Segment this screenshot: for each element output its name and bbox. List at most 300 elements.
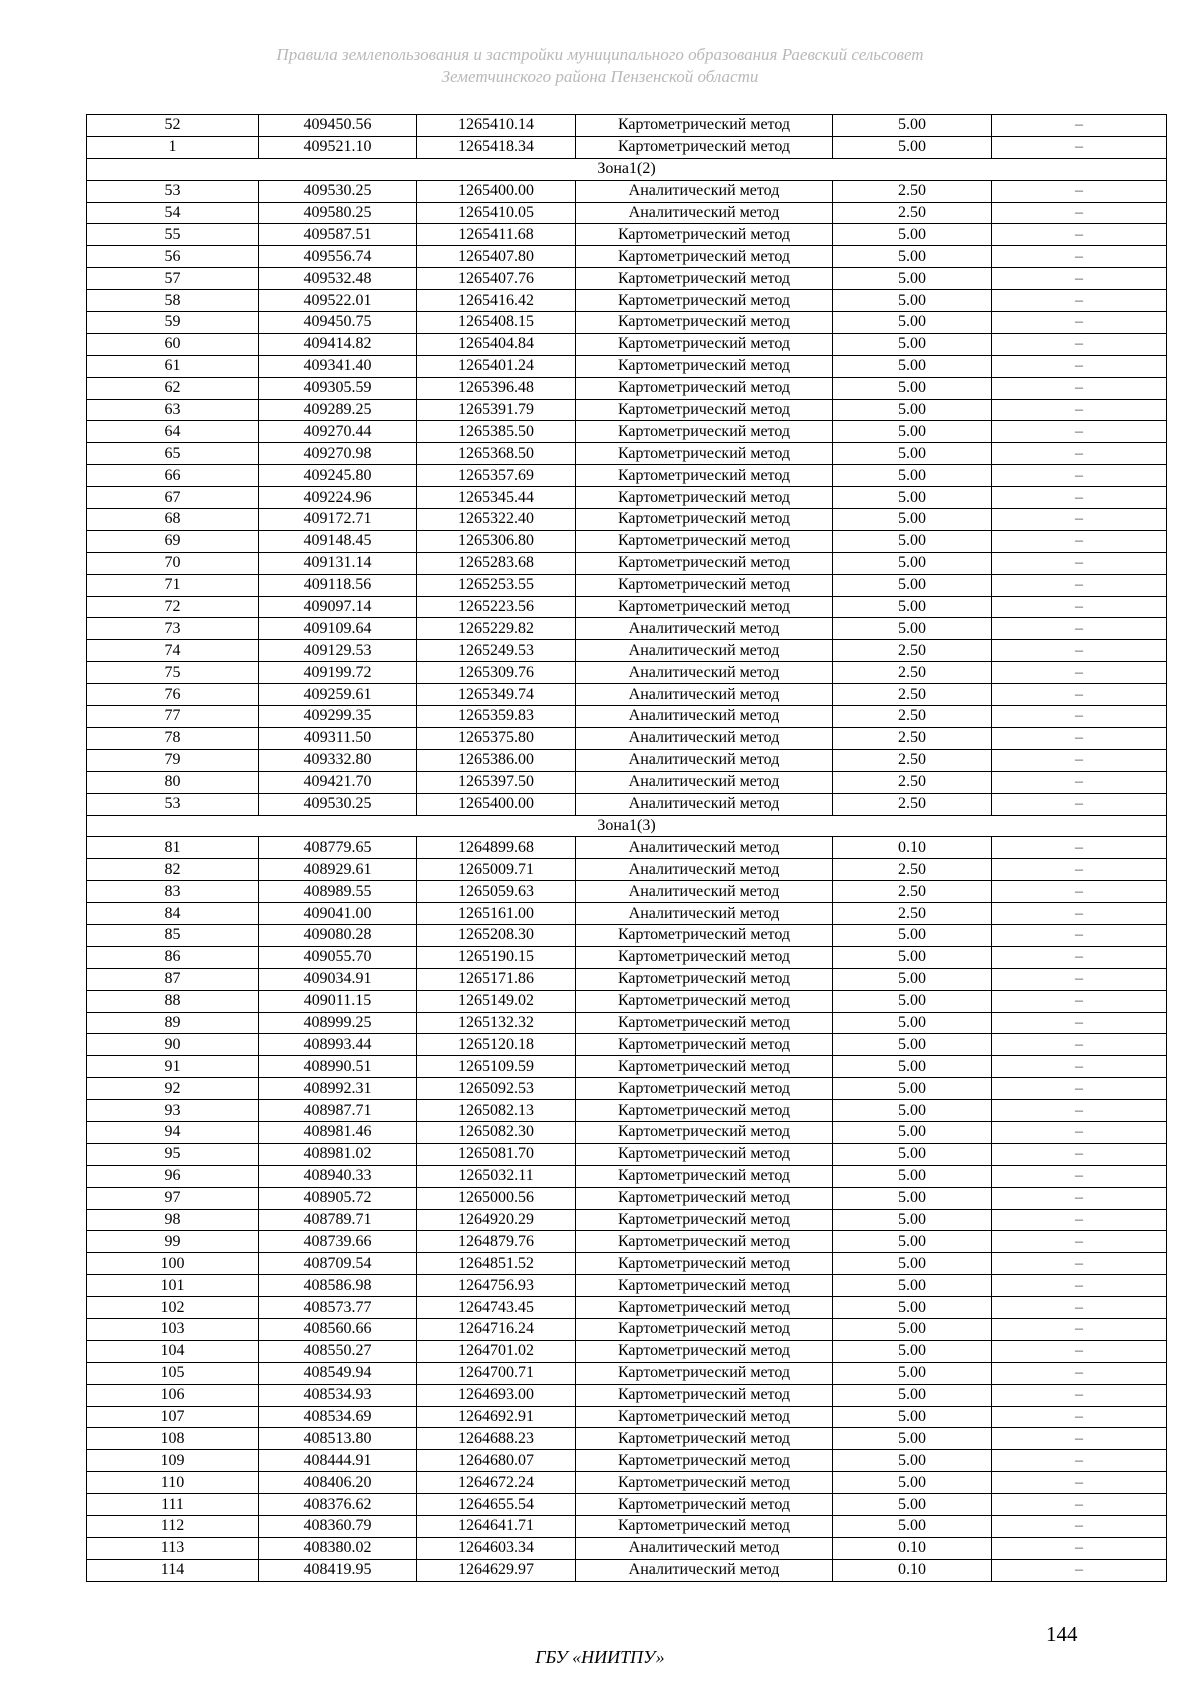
note-cell: – <box>992 1056 1167 1078</box>
method-cell: Картометрический метод <box>576 1078 833 1100</box>
table-row <box>87 749 1167 771</box>
table-row <box>87 290 1167 312</box>
method-cell: Картометрический метод <box>576 1056 833 1078</box>
y-coordinate-cell: 1264641.71 <box>417 1516 576 1538</box>
x-coordinate-cell: 408560.66 <box>259 1318 417 1340</box>
point-number-cell: 57 <box>87 268 259 290</box>
method-cell: Картометрический метод <box>576 465 833 487</box>
y-coordinate-cell: 1265397.50 <box>417 771 576 793</box>
y-coordinate-cell: 1265322.40 <box>417 509 576 531</box>
table-row <box>87 1275 1167 1297</box>
x-coordinate-cell: 409199.72 <box>259 662 417 684</box>
accuracy-cell: 2.50 <box>833 180 992 202</box>
note-cell: – <box>992 968 1167 990</box>
note-cell: – <box>992 640 1167 662</box>
accuracy-cell: 5.00 <box>833 1078 992 1100</box>
method-cell: Картометрический метод <box>576 333 833 355</box>
method-cell: Картометрический метод <box>576 1516 833 1538</box>
table-row <box>87 837 1167 859</box>
table-row <box>87 1559 1167 1581</box>
note-cell: – <box>992 946 1167 968</box>
note-cell: – <box>992 1209 1167 1231</box>
accuracy-cell: 5.00 <box>833 246 992 268</box>
y-coordinate-cell: 1264692.91 <box>417 1406 576 1428</box>
table-row <box>87 1340 1167 1362</box>
point-number-cell: 91 <box>87 1056 259 1078</box>
note-cell: – <box>992 530 1167 552</box>
table-row <box>87 377 1167 399</box>
note-cell: – <box>992 377 1167 399</box>
accuracy-cell: 5.00 <box>833 1165 992 1187</box>
accuracy-cell: 2.50 <box>833 771 992 793</box>
note-cell: – <box>992 706 1167 728</box>
table-row <box>87 1428 1167 1450</box>
x-coordinate-cell: 408989.55 <box>259 881 417 903</box>
method-cell: Картометрический метод <box>576 509 833 531</box>
point-number-cell: 73 <box>87 618 259 640</box>
page-number: 144 <box>1046 1622 1078 1646</box>
method-cell: Картометрический метод <box>576 290 833 312</box>
y-coordinate-cell: 1265375.80 <box>417 727 576 749</box>
accuracy-cell: 5.00 <box>833 1012 992 1034</box>
accuracy-cell: 2.50 <box>833 640 992 662</box>
note-cell: – <box>992 684 1167 706</box>
table-row <box>87 246 1167 268</box>
table-row <box>87 180 1167 202</box>
method-cell: Картометрический метод <box>576 1450 833 1472</box>
note-cell: – <box>992 1384 1167 1406</box>
y-coordinate-cell: 1265032.11 <box>417 1165 576 1187</box>
y-coordinate-cell: 1265249.53 <box>417 640 576 662</box>
accuracy-cell: 5.00 <box>833 1121 992 1143</box>
note-cell: – <box>992 465 1167 487</box>
note-cell: – <box>992 1559 1167 1581</box>
accuracy-cell: 2.50 <box>833 727 992 749</box>
y-coordinate-cell: 1264701.02 <box>417 1340 576 1362</box>
accuracy-cell: 5.00 <box>833 552 992 574</box>
method-cell: Картометрический метод <box>576 1362 833 1384</box>
method-cell: Аналитический метод <box>576 749 833 771</box>
note-cell: – <box>992 1187 1167 1209</box>
table-row <box>87 1494 1167 1516</box>
y-coordinate-cell: 1265400.00 <box>417 180 576 202</box>
note-cell: – <box>992 990 1167 1012</box>
accuracy-cell: 5.00 <box>833 946 992 968</box>
table-row <box>87 1187 1167 1209</box>
table-row <box>87 903 1167 925</box>
table-row <box>87 1100 1167 1122</box>
accuracy-cell: 5.00 <box>833 1384 992 1406</box>
method-cell: Аналитический метод <box>576 881 833 903</box>
x-coordinate-cell: 408534.69 <box>259 1406 417 1428</box>
x-coordinate-cell: 408573.77 <box>259 1297 417 1319</box>
y-coordinate-cell: 1265396.48 <box>417 377 576 399</box>
y-coordinate-cell: 1265161.00 <box>417 903 576 925</box>
point-number-cell: 112 <box>87 1516 259 1538</box>
note-cell: – <box>992 1428 1167 1450</box>
x-coordinate-cell: 408993.44 <box>259 1034 417 1056</box>
method-cell: Картометрический метод <box>576 1143 833 1165</box>
y-coordinate-cell: 1265306.80 <box>417 530 576 552</box>
x-coordinate-cell: 409131.14 <box>259 552 417 574</box>
method-cell: Аналитический метод <box>576 793 833 815</box>
accuracy-cell: 5.00 <box>833 1494 992 1516</box>
accuracy-cell: 5.00 <box>833 509 992 531</box>
method-cell: Картометрический метод <box>576 115 833 137</box>
method-cell: Картометрический метод <box>576 377 833 399</box>
table-row <box>87 1450 1167 1472</box>
note-cell: – <box>992 421 1167 443</box>
accuracy-cell: 2.50 <box>833 881 992 903</box>
note-cell: – <box>992 1253 1167 1275</box>
method-cell: Картометрический метод <box>576 1187 833 1209</box>
method-cell: Аналитический метод <box>576 662 833 684</box>
x-coordinate-cell: 409080.28 <box>259 924 417 946</box>
accuracy-cell: 5.00 <box>833 1253 992 1275</box>
point-number-cell: 75 <box>87 662 259 684</box>
y-coordinate-cell: 1264655.54 <box>417 1494 576 1516</box>
y-coordinate-cell: 1265229.82 <box>417 618 576 640</box>
x-coordinate-cell: 408419.95 <box>259 1559 417 1581</box>
method-cell: Аналитический метод <box>576 771 833 793</box>
y-coordinate-cell: 1265416.42 <box>417 290 576 312</box>
y-coordinate-cell: 1264920.29 <box>417 1209 576 1231</box>
note-cell: – <box>992 749 1167 771</box>
note-cell: – <box>992 443 1167 465</box>
method-cell: Картометрический метод <box>576 1297 833 1319</box>
point-number-cell: 74 <box>87 640 259 662</box>
point-number-cell: 66 <box>87 465 259 487</box>
table-row <box>87 859 1167 881</box>
accuracy-cell: 5.00 <box>833 1275 992 1297</box>
point-number-cell: 89 <box>87 1012 259 1034</box>
x-coordinate-cell: 408990.51 <box>259 1056 417 1078</box>
method-cell: Аналитический метод <box>576 706 833 728</box>
accuracy-cell: 5.00 <box>833 377 992 399</box>
accuracy-cell: 2.50 <box>833 684 992 706</box>
y-coordinate-cell: 1265386.00 <box>417 749 576 771</box>
method-cell: Картометрический метод <box>576 596 833 618</box>
x-coordinate-cell: 409414.82 <box>259 333 417 355</box>
point-number-cell: 86 <box>87 946 259 968</box>
y-coordinate-cell: 1265368.50 <box>417 443 576 465</box>
accuracy-cell: 5.00 <box>833 1516 992 1538</box>
x-coordinate-cell: 409129.53 <box>259 640 417 662</box>
point-number-cell: 68 <box>87 509 259 531</box>
point-number-cell: 102 <box>87 1297 259 1319</box>
x-coordinate-cell: 408376.62 <box>259 1494 417 1516</box>
table-row <box>87 115 1167 137</box>
note-cell: – <box>992 224 1167 246</box>
note-cell: – <box>992 1450 1167 1472</box>
table-row <box>87 640 1167 662</box>
note-cell: – <box>992 859 1167 881</box>
method-cell: Аналитический метод <box>576 180 833 202</box>
method-cell: Картометрический метод <box>576 1100 833 1122</box>
table-row <box>87 509 1167 531</box>
note-cell: – <box>992 1340 1167 1362</box>
table-row <box>87 312 1167 334</box>
point-number-cell: 81 <box>87 837 259 859</box>
y-coordinate-cell: 1265404.84 <box>417 333 576 355</box>
method-cell: Картометрический метод <box>576 1406 833 1428</box>
accuracy-cell: 5.00 <box>833 487 992 509</box>
point-number-cell: 58 <box>87 290 259 312</box>
y-coordinate-cell: 1265410.05 <box>417 202 576 224</box>
accuracy-cell: 5.00 <box>833 1362 992 1384</box>
table-row <box>87 355 1167 377</box>
accuracy-cell: 0.10 <box>833 1537 992 1559</box>
y-coordinate-cell: 1265081.70 <box>417 1143 576 1165</box>
y-coordinate-cell: 1265309.76 <box>417 662 576 684</box>
note-cell: – <box>992 487 1167 509</box>
method-cell: Картометрический метод <box>576 224 833 246</box>
table-row <box>87 465 1167 487</box>
method-cell: Картометрический метод <box>576 574 833 596</box>
accuracy-cell: 5.00 <box>833 924 992 946</box>
table-row <box>87 1406 1167 1428</box>
table-row <box>87 530 1167 552</box>
note-cell: – <box>992 333 1167 355</box>
point-number-cell: 69 <box>87 530 259 552</box>
x-coordinate-cell: 408534.93 <box>259 1384 417 1406</box>
point-number-cell: 78 <box>87 727 259 749</box>
header-line-2: Земетчинского района Пензенской области <box>441 67 759 86</box>
x-coordinate-cell: 409450.56 <box>259 115 417 137</box>
x-coordinate-cell: 408709.54 <box>259 1253 417 1275</box>
accuracy-cell: 5.00 <box>833 312 992 334</box>
table-row <box>87 662 1167 684</box>
accuracy-cell: 2.50 <box>833 706 992 728</box>
accuracy-cell: 5.00 <box>833 990 992 1012</box>
y-coordinate-cell: 1265357.69 <box>417 465 576 487</box>
y-coordinate-cell: 1265408.15 <box>417 312 576 334</box>
x-coordinate-cell: 409530.25 <box>259 793 417 815</box>
method-cell: Картометрический метод <box>576 552 833 574</box>
note-cell: – <box>992 1297 1167 1319</box>
accuracy-cell: 5.00 <box>833 1406 992 1428</box>
x-coordinate-cell: 408550.27 <box>259 1340 417 1362</box>
x-coordinate-cell: 408981.46 <box>259 1121 417 1143</box>
table-row <box>87 1318 1167 1340</box>
y-coordinate-cell: 1265223.56 <box>417 596 576 618</box>
note-cell: – <box>992 727 1167 749</box>
note-cell: – <box>992 1231 1167 1253</box>
table-row <box>87 136 1167 158</box>
y-coordinate-cell: 1265082.30 <box>417 1121 576 1143</box>
accuracy-cell: 5.00 <box>833 1428 992 1450</box>
method-cell: Аналитический метод <box>576 727 833 749</box>
accuracy-cell: 5.00 <box>833 399 992 421</box>
point-number-cell: 82 <box>87 859 259 881</box>
note-cell: – <box>992 1165 1167 1187</box>
x-coordinate-cell: 408549.94 <box>259 1362 417 1384</box>
point-number-cell: 59 <box>87 312 259 334</box>
y-coordinate-cell: 1264851.52 <box>417 1253 576 1275</box>
table-row <box>87 596 1167 618</box>
point-number-cell: 70 <box>87 552 259 574</box>
point-number-cell: 84 <box>87 903 259 925</box>
x-coordinate-cell: 409011.15 <box>259 990 417 1012</box>
method-cell: Картометрический метод <box>576 1384 833 1406</box>
header-line-1: Правила землепользования и застройки муниципального образования Раевский сельсовет <box>276 45 924 64</box>
y-coordinate-cell: 1265410.14 <box>417 115 576 137</box>
table-row <box>87 552 1167 574</box>
x-coordinate-cell: 408940.33 <box>259 1165 417 1187</box>
method-cell: Картометрический метод <box>576 990 833 1012</box>
x-coordinate-cell: 408380.02 <box>259 1537 417 1559</box>
method-cell: Картометрический метод <box>576 946 833 968</box>
x-coordinate-cell: 408739.66 <box>259 1231 417 1253</box>
method-cell: Аналитический метод <box>576 1559 833 1581</box>
note-cell: – <box>992 115 1167 137</box>
note-cell: – <box>992 618 1167 640</box>
note-cell: – <box>992 509 1167 531</box>
y-coordinate-cell: 1265132.32 <box>417 1012 576 1034</box>
point-number-cell: 98 <box>87 1209 259 1231</box>
y-coordinate-cell: 1265009.71 <box>417 859 576 881</box>
y-coordinate-cell: 1265349.74 <box>417 684 576 706</box>
x-coordinate-cell: 409521.10 <box>259 136 417 158</box>
x-coordinate-cell: 409421.70 <box>259 771 417 793</box>
note-cell: – <box>992 1121 1167 1143</box>
accuracy-cell: 5.00 <box>833 1187 992 1209</box>
point-number-cell: 108 <box>87 1428 259 1450</box>
note-cell: – <box>992 771 1167 793</box>
point-number-cell: 56 <box>87 246 259 268</box>
y-coordinate-cell: 1264700.71 <box>417 1362 576 1384</box>
note-cell: – <box>992 136 1167 158</box>
accuracy-cell: 2.50 <box>833 859 992 881</box>
method-cell: Картометрический метод <box>576 246 833 268</box>
table-row <box>87 1362 1167 1384</box>
accuracy-cell: 0.10 <box>833 837 992 859</box>
method-cell: Картометрический метод <box>576 1494 833 1516</box>
x-coordinate-cell: 409245.80 <box>259 465 417 487</box>
table-row <box>87 1253 1167 1275</box>
x-coordinate-cell: 409055.70 <box>259 946 417 968</box>
x-coordinate-cell: 408987.71 <box>259 1100 417 1122</box>
note-cell: – <box>992 793 1167 815</box>
table-row <box>87 727 1167 749</box>
point-number-cell: 88 <box>87 990 259 1012</box>
y-coordinate-cell: 1265059.63 <box>417 881 576 903</box>
note-cell: – <box>992 1143 1167 1165</box>
note-cell: – <box>992 1034 1167 1056</box>
point-number-cell: 62 <box>87 377 259 399</box>
point-number-cell: 52 <box>87 115 259 137</box>
accuracy-cell: 5.00 <box>833 465 992 487</box>
table-row <box>87 881 1167 903</box>
table-row <box>87 1078 1167 1100</box>
note-cell: – <box>992 355 1167 377</box>
note-cell: – <box>992 837 1167 859</box>
method-cell: Аналитический метод <box>576 202 833 224</box>
point-number-cell: 90 <box>87 1034 259 1056</box>
accuracy-cell: 5.00 <box>833 1340 992 1362</box>
method-cell: Аналитический метод <box>576 640 833 662</box>
y-coordinate-cell: 1265120.18 <box>417 1034 576 1056</box>
accuracy-cell: 2.50 <box>833 749 992 771</box>
footer-organization: ГБУ «НИИТПУ» <box>535 1647 665 1667</box>
method-cell: Аналитический метод <box>576 837 833 859</box>
y-coordinate-cell: 1264716.24 <box>417 1318 576 1340</box>
accuracy-cell: 5.00 <box>833 618 992 640</box>
y-coordinate-cell: 1265000.56 <box>417 1187 576 1209</box>
y-coordinate-cell: 1264756.93 <box>417 1275 576 1297</box>
y-coordinate-cell: 1265400.00 <box>417 793 576 815</box>
point-number-cell: 65 <box>87 443 259 465</box>
method-cell: Картометрический метод <box>576 487 833 509</box>
y-coordinate-cell: 1265109.59 <box>417 1056 576 1078</box>
accuracy-cell: 5.00 <box>833 596 992 618</box>
table-row <box>87 1121 1167 1143</box>
x-coordinate-cell: 408929.61 <box>259 859 417 881</box>
point-number-cell: 53 <box>87 793 259 815</box>
y-coordinate-cell: 1265391.79 <box>417 399 576 421</box>
point-number-cell: 95 <box>87 1143 259 1165</box>
x-coordinate-cell: 409097.14 <box>259 596 417 618</box>
coordinates-table-body <box>87 115 1167 1582</box>
accuracy-cell: 5.00 <box>833 290 992 312</box>
accuracy-cell: 5.00 <box>833 421 992 443</box>
x-coordinate-cell: 409148.45 <box>259 530 417 552</box>
x-coordinate-cell: 408992.31 <box>259 1078 417 1100</box>
note-cell: – <box>992 180 1167 202</box>
accuracy-cell: 0.10 <box>833 1559 992 1581</box>
y-coordinate-cell: 1265385.50 <box>417 421 576 443</box>
point-number-cell: 97 <box>87 1187 259 1209</box>
point-number-cell: 1 <box>87 136 259 158</box>
y-coordinate-cell: 1265171.86 <box>417 968 576 990</box>
accuracy-cell: 5.00 <box>833 1450 992 1472</box>
table-row <box>87 990 1167 1012</box>
method-cell: Картометрический метод <box>576 1275 833 1297</box>
accuracy-cell: 5.00 <box>833 968 992 990</box>
point-number-cell: 113 <box>87 1537 259 1559</box>
table-row <box>87 684 1167 706</box>
method-cell: Картометрический метод <box>576 1209 833 1231</box>
zone-title: Зона1(3) <box>87 815 1167 837</box>
x-coordinate-cell: 409259.61 <box>259 684 417 706</box>
y-coordinate-cell: 1264693.00 <box>417 1384 576 1406</box>
point-number-cell: 93 <box>87 1100 259 1122</box>
table-row <box>87 333 1167 355</box>
accuracy-cell: 5.00 <box>833 1318 992 1340</box>
point-number-cell: 79 <box>87 749 259 771</box>
note-cell: – <box>992 1406 1167 1428</box>
accuracy-cell: 5.00 <box>833 1472 992 1494</box>
point-number-cell: 106 <box>87 1384 259 1406</box>
note-cell: – <box>992 1318 1167 1340</box>
note-cell: – <box>992 1078 1167 1100</box>
note-cell: – <box>992 924 1167 946</box>
table-row <box>87 421 1167 443</box>
x-coordinate-cell: 409532.48 <box>259 268 417 290</box>
point-number-cell: 72 <box>87 596 259 618</box>
note-cell: – <box>992 1012 1167 1034</box>
point-number-cell: 76 <box>87 684 259 706</box>
x-coordinate-cell: 409580.25 <box>259 202 417 224</box>
point-number-cell: 114 <box>87 1559 259 1581</box>
accuracy-cell: 5.00 <box>833 268 992 290</box>
point-number-cell: 77 <box>87 706 259 728</box>
method-cell: Картометрический метод <box>576 1253 833 1275</box>
table-row <box>87 574 1167 596</box>
method-cell: Аналитический метод <box>576 618 833 640</box>
accuracy-cell: 5.00 <box>833 136 992 158</box>
x-coordinate-cell: 409172.71 <box>259 509 417 531</box>
